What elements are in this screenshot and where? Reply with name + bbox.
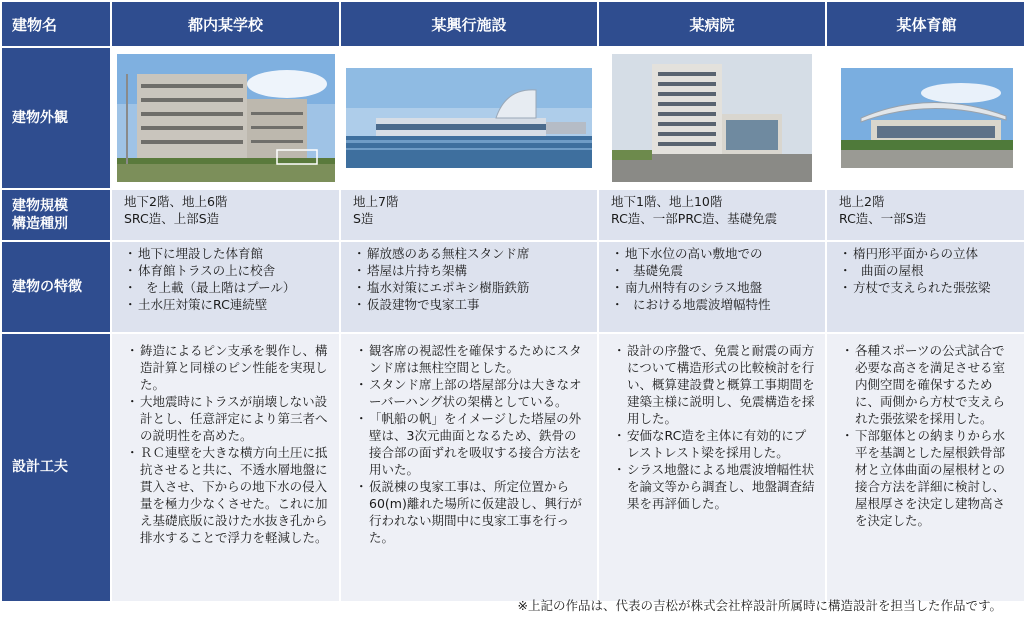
scale-school (112, 190, 339, 240)
gymnasium-photo (827, 48, 1024, 188)
header-corner: 建物名 (2, 2, 110, 46)
features-hospital (599, 242, 825, 332)
scale-line: 地上7階 (353, 194, 399, 209)
feature-item-continued: ・ における地震波増幅特性 (611, 297, 813, 314)
scale-line: RC造、一部S造 (839, 210, 927, 226)
scale-event-facility (341, 190, 597, 240)
feature-item: ・ 土水圧対策にRC連続壁 (124, 297, 327, 314)
design-item: ・ 「帆船の帆」をイメージした塔屋の外壁は、3次元曲面となるため、鉄骨の接合部の面ずれを吸収する接合方法を用いた。 (355, 410, 587, 478)
scale-line: 地下1階、地上10階 (611, 194, 723, 209)
header-school: 都内某学校 (112, 2, 339, 46)
hospital-photo (599, 48, 825, 188)
design-item: ・ シラス地盤による地震波増幅性状を論文等から調査し、地盤調査結果を再評価した。 (613, 461, 815, 512)
feature-item: ・ 楕円形平面からの立体 (839, 246, 1014, 263)
design-event-facility (341, 334, 597, 601)
feature-item-continued: ・ を上載（最上階はプール） (124, 280, 327, 297)
header-gymnasium: 某体育館 (827, 2, 1024, 46)
design-item: ・ 観客席の視認性を確保するためにスタンド席は無柱空間とした。 (355, 342, 587, 376)
header-hospital: 某病院 (599, 2, 825, 46)
row-label-design: 設計工夫 (2, 334, 110, 601)
scale-line: S造 (353, 210, 374, 226)
scale-line: 地下2階、地上6階 (124, 194, 228, 209)
photo-school-icon (117, 54, 335, 182)
design-item: ・ ＲＣ連壁を大きな横方向土圧に抵抗させると共に、不透水層地盤に貫入させ、下からの地下水の侵入量を極力少なくさせた。これに加え基礎底版に設けた水抜き孔から排水することで浮力を軽減した。 (126, 444, 329, 546)
feature-item: ・ 塩水対策にエポキシ樹脂鉄筋 (353, 280, 585, 297)
feature-item: ・ 南九州特有のシラス地盤 (611, 280, 813, 297)
design-item: ・ 安価なRC造を主体に有効的にプレストレスト梁を採用した。 (613, 427, 815, 461)
row-label-exterior: 建物外観 (2, 48, 110, 188)
feature-item: ・ 塔屋は片持ち架構 (353, 263, 585, 280)
header-event-facility: 某興行施設 (341, 2, 597, 46)
photo-gymnasium-icon (841, 68, 1013, 168)
scale-line: RC造、一部PRC造、基礎免震 (611, 210, 778, 226)
features-gymnasium (827, 242, 1024, 332)
row-label-scale-line1: 建物規模 (12, 197, 68, 214)
design-gymnasium (827, 334, 1024, 601)
feature-item: ・ 仮設建物で曳家工事 (353, 297, 585, 314)
feature-item: ・ 地下水位の高い敷地での (611, 246, 813, 263)
design-school (112, 334, 339, 601)
design-hospital (599, 334, 825, 601)
feature-item: ・ 地下に埋設した体育館 (124, 246, 327, 263)
photo-hospital-icon (612, 54, 812, 182)
scale-gymnasium (827, 190, 1024, 240)
feature-item: ・ 方杖で支えられた張弦梁 (839, 280, 1014, 297)
scale-line: SRC造、上部S造 (124, 210, 220, 226)
design-item: ・ 各種スポーツの公式試合で必要な高さを満足させる室内側空間を確保するために、両側から方杖で支えられた張弦梁を採用した。 (841, 342, 1016, 427)
design-item: ・ 仮説棟の曳家工事は、所定位置から60(m)離れた場所に仮建設し、興行が行われない期間中に曳家工事を行った。 (355, 478, 587, 546)
design-item: ・ 設計の序盤で、免震と耐震の両方について構造形式の比較検討を行い、概算建設費と概算工事期間を建築主様に説明し、免震構造を採用した。 (613, 342, 815, 427)
design-item: ・ 鋳造によるピン支承を製作し、構造計算と同様のピン性能を実現した。 (126, 342, 329, 393)
event-facility-photo (341, 48, 597, 188)
photo-waterfront-facility-icon (346, 68, 592, 168)
design-item: ・ 下部躯体との納まりから水平を基調とした屋根鉄骨部材と立体曲面の屋根材との接合方法を詳細に検討し、屋根厚さを決定し建物高さを決定した。 (841, 427, 1016, 529)
row-label-features: 建物の特徴 (2, 242, 110, 332)
footnote: ※上記の作品は、代表の吉松が株式会社梓設計所属時に構造設計を担当した作品です。 (517, 598, 1002, 613)
row-label-scale-line2: 構造種別 (12, 216, 68, 232)
features-school (112, 242, 339, 332)
scale-hospital (599, 190, 825, 240)
scale-line: 地上2階 (839, 194, 885, 209)
design-item: ・ スタンド席上部の塔屋部分は大きなオーバーハング状の架構としている。 (355, 376, 587, 410)
feature-item-continued: ・ 基礎免震 (611, 263, 813, 280)
features-event-facility (341, 242, 597, 332)
school-photo (112, 48, 339, 188)
building-comparison-table (2, 2, 1024, 601)
feature-item: ・ 体育館トラスの上に校舎 (124, 263, 327, 280)
row-label-scale (2, 190, 110, 240)
feature-item-continued: ・ 曲面の屋根 (839, 263, 1014, 280)
design-item: ・ 大地震時にトラスが崩壊しない設計とし、任意評定により第三者への説明性を高めた。 (126, 393, 329, 444)
feature-item: ・ 解放感のある無柱スタンド席 (353, 246, 585, 263)
